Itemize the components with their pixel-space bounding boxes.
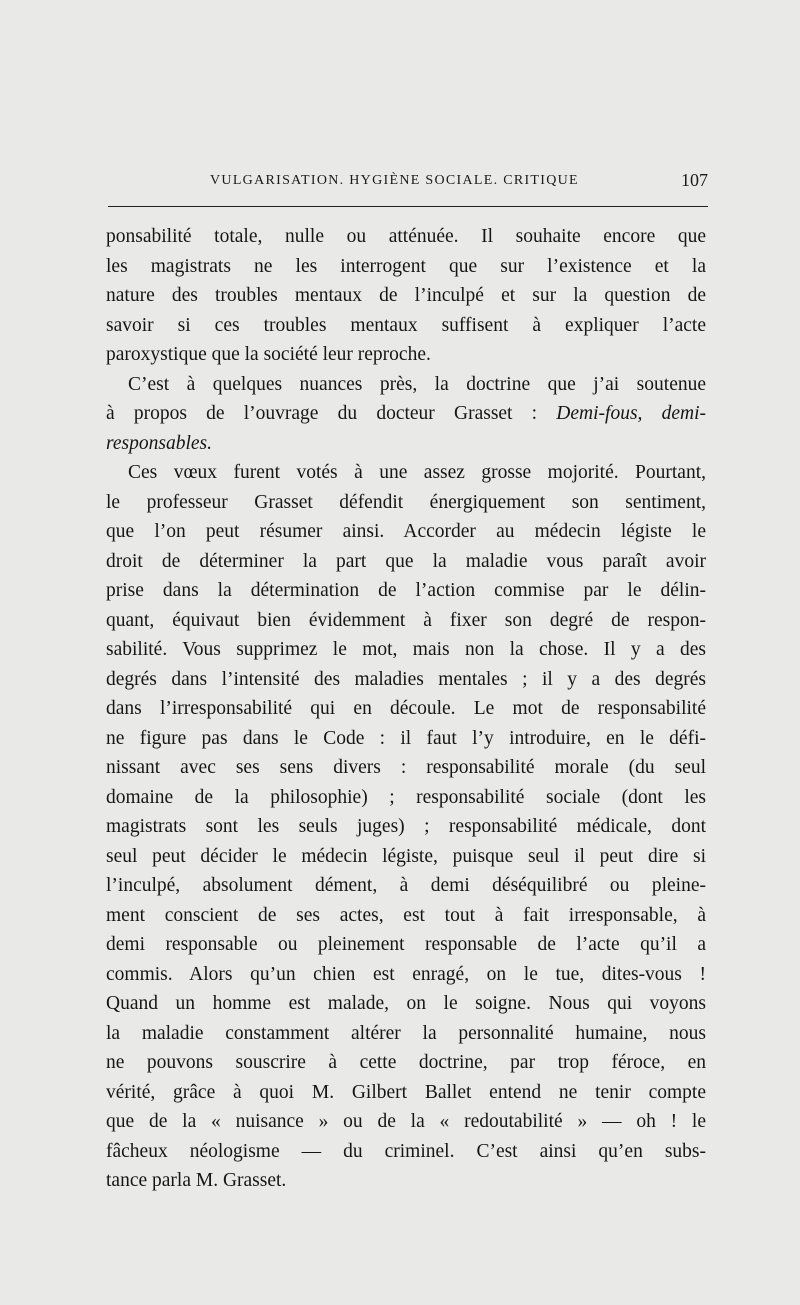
text-line: seul peut décider le médecin légiste, puisque seul il peut dire si	[106, 845, 706, 867]
text-line: paroxystique que la société leur reproche.	[106, 344, 431, 365]
text-line: C’est à quelques nuances près, la doctrine que j’ai soutenue	[128, 373, 706, 395]
text-line: magistrats sont les seuls juges) ; responsabilité médicale, dont	[106, 816, 706, 837]
text-line: fâcheux néologisme — du criminel. C’est ainsi qu’en subs-	[106, 1140, 706, 1162]
text-line: degrés dans l’intensité des maladies mentales ; il y a des degrés	[106, 668, 706, 690]
text-line: les magistrats ne les interrogent que sur l’existence et la	[106, 255, 706, 277]
body-text	[106, 222, 706, 1196]
running-title: VULGARISATION. HYGIÈNE SOCIALE. CRITIQUE	[210, 173, 579, 188]
text-line: dans l’irresponsabilité qui en découle. Le mot de responsabilité	[106, 698, 706, 719]
text-line: que de la « nuisance » ou de la « redoutabilité » — oh ! le	[106, 1111, 706, 1132]
text-line: Ces vœux furent votés à une assez grosse mojorité. Pourtant,	[128, 462, 706, 483]
text-line: demi responsable ou pleinement responsable de l’acte qu’il a	[106, 934, 706, 955]
text-line: Quand un homme est malade, on le soigne. Nous qui voyons	[106, 993, 706, 1014]
text-line: savoir si ces troubles mentaux suffisent à expliquer l’acte	[106, 314, 706, 336]
text-line: sabilité. Vous supprimez le mot, mais non la chose. Il y a des	[106, 639, 706, 660]
text-line: ment conscient de ses actes, est tout à fait irresponsable, à	[106, 904, 706, 926]
running-head	[108, 170, 708, 200]
text-line: prise dans la détermination de l’action commise par le délin-	[106, 580, 706, 601]
text-line: quant, équivaut bien évidemment à fixer son degré de respon-	[106, 609, 706, 631]
text-line: ne pouvons souscrire à cette doctrine, par trop féroce, en	[106, 1052, 706, 1073]
text-line: nature des troubles mentaux de l’inculpé et sur la question de	[106, 285, 706, 306]
text-line: que l’on peut résumer ainsi. Accorder au médecin légiste le	[106, 521, 706, 542]
text-line: nissant avec ses sens divers : responsabilité morale (du seul	[106, 757, 706, 778]
book-title-italic: Demi-fous, demi-	[556, 403, 707, 424]
text-line: le professeur Grasset défendit énergiquement son sentiment,	[106, 491, 706, 513]
text-line: l’inculpé, absolument dément, à demi déséquilibré ou pleine-	[106, 875, 706, 896]
text-line: vérité, grâce à quoi M. Gilbert Ballet entend ne tenir compte	[106, 1081, 706, 1103]
text-line: ne figure pas dans le Code : il faut l’y introduire, en le défi-	[106, 727, 706, 749]
header-rule	[108, 206, 708, 207]
text-line: responsables.	[106, 432, 212, 454]
text-line: ponsabilité totale, nulle ou atténuée. Il souhaite encore que	[106, 226, 706, 247]
text-line: domaine de la philosophie) ; responsabilité sociale (dont les	[106, 786, 706, 808]
text-line: commis. Alors qu’un chien est enragé, on le tue, dites-vous !	[106, 963, 706, 985]
page-number: 107	[681, 170, 708, 190]
text-line: à propos de l’ouvrage du docteur Grasset : Demi-fous, demi-	[106, 403, 707, 424]
text-line: tance parla M. Grasset.	[106, 1170, 287, 1191]
text-line: droit de déterminer la part que la maladie vous paraît avoir	[106, 550, 706, 572]
text-line: la maladie constamment altérer la personnalité humaine, nous	[106, 1022, 706, 1044]
